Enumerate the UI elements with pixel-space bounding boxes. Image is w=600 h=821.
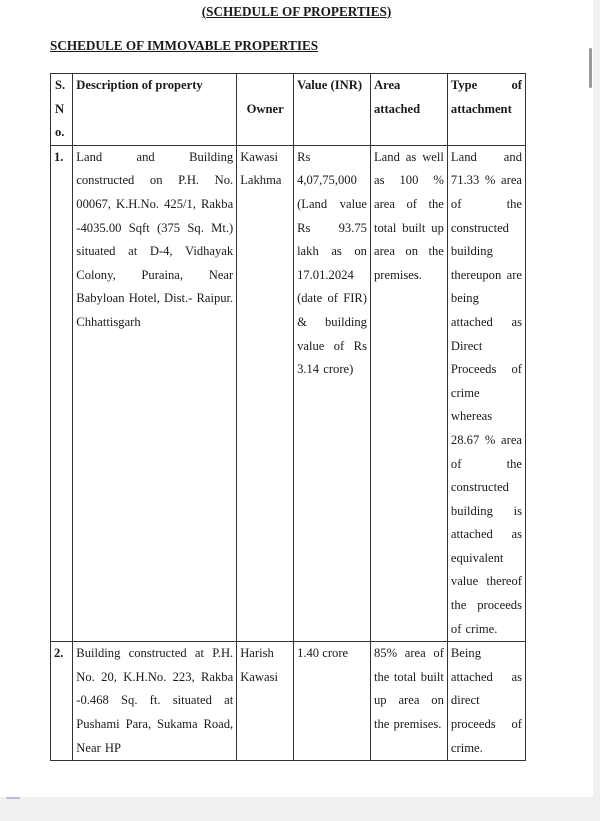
- table-header-row: [51, 74, 526, 146]
- row-owner: Kawasi Lakhma: [237, 145, 294, 641]
- header-type: Type of attachment: [447, 74, 525, 146]
- row-area: Land as well as 100 % area of the total built up area on the premises.: [370, 145, 447, 641]
- header-area: Area attached: [370, 74, 447, 146]
- table-row: [51, 145, 526, 641]
- row-sn: 2.: [51, 642, 73, 761]
- row-type: Being attached as direct proceeds of crime.: [447, 642, 525, 761]
- header-description: Description of property: [73, 74, 237, 146]
- row-area: 85% area of the total built up area on the premises.: [370, 642, 447, 761]
- header-owner: Owner: [237, 74, 294, 146]
- section-title: SCHEDULE OF IMMOVABLE PROPERTIES: [50, 38, 319, 53]
- row-value: 1.40 crore: [294, 642, 371, 761]
- table-row: [51, 642, 526, 761]
- row-description: Building constructed at P.H. No. 20, K.H.No. 223, Rakba -0.468 Sq. ft. situated at Pushami Para, Sukama Road, Near HP: [73, 642, 237, 761]
- document-heading: [0, 4, 593, 20]
- properties-table: [50, 73, 526, 761]
- schedule-title: (SCHEDULE OF PROPERTIES): [201, 4, 392, 19]
- header-value: Value (INR): [294, 74, 371, 146]
- page-edge-mark: [6, 797, 20, 799]
- row-value: Rs 4,07,75,000 (Land value Rs 93.75 lakh as on 17.01.2024 (date of FIR) & building value of Rs 3.14 crore): [294, 145, 371, 641]
- row-owner: Harish Kawasi: [237, 642, 294, 761]
- header-sn: S. N o.: [51, 74, 73, 146]
- row-type: Land and 71.33 % area of the constructed building thereupon are being attached as Direct Proceeds of crime whereas 28.67 % area of the constructed building is attached as equivalent value thereof the proceeds of crime.: [447, 145, 525, 641]
- row-description: Land and Building constructed on P.H. No. 00067, K.H.No. 425/1, Rakba -4035.00 Sqft (375 Sq. Mt.) situated at D-4, Vidhayak Colony, Puraina, Near Babyloan Hotel, Dist.- Raipur. Chhattisgarh: [73, 145, 237, 641]
- scrollbar-thumb[interactable]: [589, 48, 592, 88]
- row-sn: 1.: [51, 145, 73, 641]
